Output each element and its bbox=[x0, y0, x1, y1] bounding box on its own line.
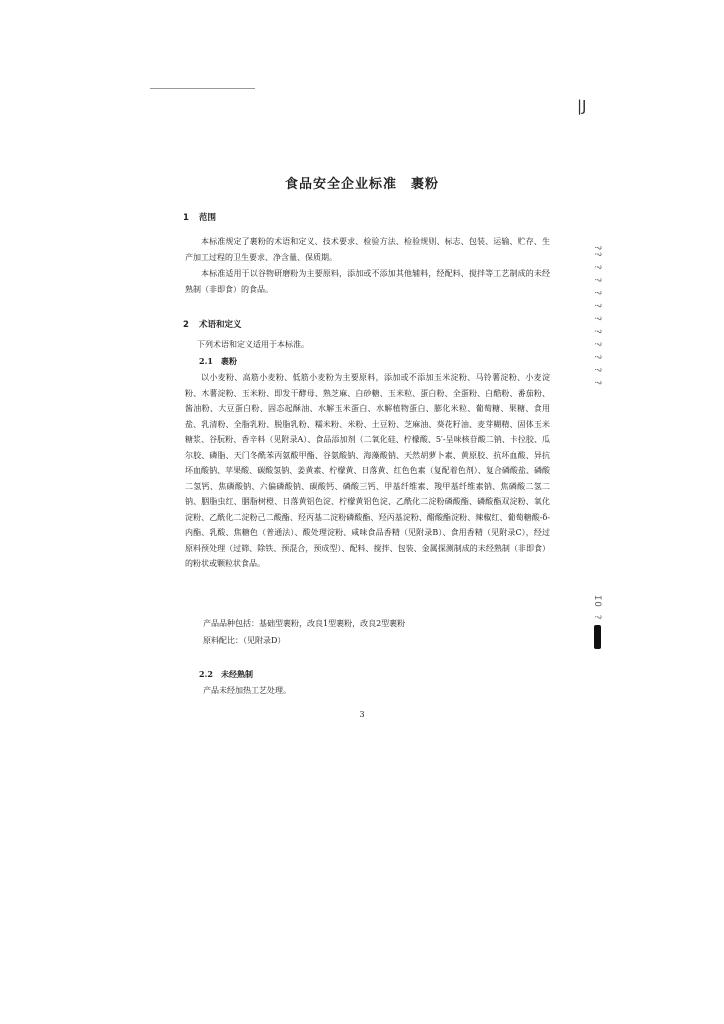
corner-mark: |J bbox=[577, 97, 587, 115]
section-2-intro: 下列术语和定义适用于本标准。 bbox=[197, 340, 309, 349]
section-1-title: 范围 bbox=[199, 213, 217, 223]
section-1-paragraph-1: 本标准规定了裹粉的术语和定义、技术要求、检验方法、检验规则、标志、包装、运输、贮存、生产加工过程的卫生要求、净含量、保质期。 bbox=[185, 237, 550, 262]
section-1-number: 1 bbox=[183, 213, 189, 223]
section-1-paragraph-2: 本标准适用于以谷物研磨粉为主要原料，添加或不添加其他辅料，经配料、搅拌等工艺制成的未经熟制（非即食）的食品。 bbox=[185, 269, 550, 294]
product-varieties: 产品品种包括：基础型裹粉，改良1型裹粉，改良2型裹粉 bbox=[203, 619, 406, 628]
subsection-2-1-heading bbox=[199, 356, 237, 367]
scan-artifact-line bbox=[150, 88, 255, 89]
raw-material-ratio: 原料配比：（见附录D） bbox=[203, 636, 286, 645]
subsection-2-1-body: 以小麦粉、高筋小麦粉、低筋小麦粉为主要原料，添加或不添加玉米淀粉、马铃薯淀粉、小麦淀粉、木薯淀粉、玉米粉、即发干酵母、熟芝麻、白砂糖、玉米粒、蛋白粉、全蛋粉、白酷粉、番茄粉、酱油粉、大豆蛋白粉、固态起酥油、水解玉米蛋白、水解植物蛋白、膨化米粒、葡萄糖、果糖、食用盐、乳清粉、全脂乳粉、脱脂乳粉、糯米粉、米粉、土豆粉、芝麻油、葵花籽油、麦芽糊精、固体玉米糖浆、谷朊粉、香辛料（见附录A）、食品添加剂（二氧化硅、柠檬酸、5′-呈味核苷酸二钠、卡拉胶、瓜尔胶、磷脂、天门冬酰苯丙氨酸甲酯、谷氨酸钠、海藻酸钠、天然胡萝卜素、黄原胶、抗坏血酸、异抗坏血酸钠、苹果酸、碳酸氢钠、姜黄素、柠檬黄、日落黄、红色色素（复配着色剂）、复合磷酸盐、磷酸二氢钙、焦磷酸钠、六偏磷酸钠、碳酸钙、磷酸三钙、甲基纤维素、羧甲基纤维素钠、焦磷酸二氢二钠、胭脂虫红、胭脂树橙、日落黄铝色淀、柠檬黄铝色淀、乙酰化二淀粉磷酸酯、磷酸酯双淀粉、氧化淀粉、乙酰化二淀粉己二酸酯、羟丙基二淀粉磷酸酯、羟丙基淀粉、醋酸酯淀粉、辣椒红、葡萄糖酸-δ-内酯、乳酸、焦糖色（普通法）、酸处理淀粉、咸味食品香精（见附录B）、食用香精（见附录C），经过原料预处理（过筛、除铁、预混合，预成型）、配料、搅拌、包装、金属探测制成的未经熟制（非即食）的粉状或颗粒状食品。 bbox=[185, 373, 550, 568]
subsection-2-1-number: 2.1 bbox=[199, 356, 213, 366]
section-2-heading bbox=[183, 318, 242, 330]
subsection-2-2-title: 未经熟制 bbox=[221, 669, 253, 679]
subsection-2-2-number: 2.2 bbox=[199, 669, 213, 679]
subsection-2-2-heading bbox=[199, 669, 253, 680]
section-2-number: 2 bbox=[183, 320, 189, 330]
section-1-heading bbox=[183, 211, 216, 223]
section-2-title: 术语和定义 bbox=[199, 320, 242, 330]
scan-artifact-blob bbox=[594, 625, 601, 649]
side-margin-mark-lower: IO ? bbox=[592, 595, 602, 621]
document-title: 食品安全企业标准 裹粉 bbox=[284, 177, 439, 192]
page-number: 3 bbox=[359, 710, 365, 719]
subsection-2-1-title: 裹粉 bbox=[221, 356, 237, 366]
side-margin-mark: ?? ? ? ? ? ? ? ? ? ? ? bbox=[592, 245, 602, 387]
subsection-2-2-body: 产品未经加热工艺处理。 bbox=[203, 686, 291, 695]
